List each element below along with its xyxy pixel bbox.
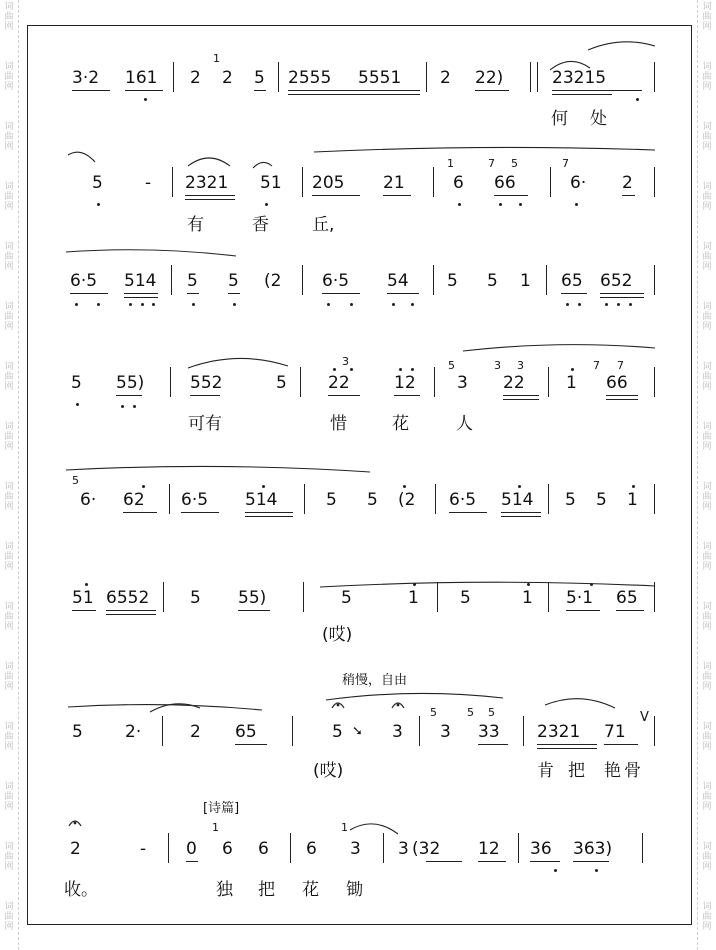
note: 363) [573,839,613,859]
grace-note: 5 [467,706,474,719]
note: 2321 [185,173,229,193]
underline [328,395,360,396]
underline [537,744,597,745]
underline [288,90,420,91]
octave-dot [262,485,265,488]
barline [550,167,551,197]
note: 3 [350,839,361,859]
note: 2 [190,68,201,88]
octave-dot [350,368,353,371]
note: 1 [566,373,577,393]
note: 5 [187,271,198,291]
underline [238,610,270,611]
octave-dot [142,485,145,488]
note: 5 [276,373,287,393]
octave-dot [141,303,144,306]
underline [478,744,508,745]
underline [600,297,644,298]
grace-note: 7 [562,157,569,170]
watermark-text: 词 曲 网 [702,842,712,872]
octave-dot [527,583,530,586]
underline [288,94,420,95]
barline [172,167,173,197]
underline [537,748,597,749]
watermark-text: 词 曲 网 [4,302,14,332]
grace-note: 5 [488,706,495,719]
octave-dot [518,485,521,488]
octave-dot [590,583,593,586]
watermark-text: 词 曲 网 [702,2,712,32]
breath-mark: V [640,710,649,725]
watermark-text: 词 曲 网 [4,722,14,752]
note: 65 [561,271,583,291]
grace-note: 5 [448,359,455,372]
underline [72,610,96,611]
note: 6· [570,173,587,193]
barline [290,833,291,863]
underline [228,293,240,294]
underline [187,293,199,294]
octave-dot [392,303,395,306]
note: 6552 [106,588,150,608]
octave-dot [575,203,578,206]
underline [604,744,638,745]
octave-dot [632,485,635,488]
underline [124,297,158,298]
octave-dot [571,368,574,371]
watermark-text: 词 曲 网 [702,662,712,692]
note: 65 [235,722,257,742]
note: 6 [258,839,269,859]
lyric: 何 [551,109,568,129]
barline [530,62,531,92]
note: 51 [260,173,282,193]
note: 2321 [537,722,581,742]
grace-note: 3 [342,355,349,368]
note: 5 [367,490,378,510]
underline [116,395,142,396]
underline [566,610,600,611]
watermark-text: 词 曲 网 [702,722,712,752]
underline [501,516,541,517]
note: 22 [328,373,350,393]
barline [383,833,384,863]
note: 5 [487,271,498,291]
note: 12 [478,839,500,859]
octave-dot [566,303,569,306]
barline [170,367,171,397]
lyric: 骨 [624,761,641,781]
underline [322,293,360,294]
watermark-text: 词 曲 网 [702,242,712,272]
barline [654,367,655,397]
section-label: [诗篇] [203,801,240,816]
underline [254,90,266,91]
lyric: 有 [187,215,204,235]
barline [433,167,434,197]
underline [616,610,644,611]
lyric: (哎) [313,761,344,781]
watermark-text: 词 曲 网 [4,842,14,872]
octave-dot [333,368,336,371]
note: 65 [616,588,638,608]
underline [125,90,163,91]
underline [501,512,541,513]
barline [304,484,305,514]
octave-dot [144,98,147,101]
lyric: 花 [302,880,319,900]
note: 5 [326,490,337,510]
barline [302,265,303,295]
underline [235,744,267,745]
note: 2 [190,722,201,742]
underline [503,395,539,396]
note: 6· [80,490,97,510]
watermark-text: 词 曲 网 [702,62,712,92]
grace-note: 3 [494,359,501,372]
note: 22 [503,373,525,393]
watermark-text: 词 曲 网 [4,242,14,272]
underline [573,861,609,862]
note: 1 [627,490,638,510]
underline [185,195,235,196]
note: 652 [600,271,633,291]
note: 55) [238,588,267,608]
grace-note: 5 [511,157,518,170]
octave-dot [554,869,557,872]
octave-dot [519,203,522,206]
note: 5 [447,271,458,291]
note: 6·5 [181,490,209,510]
underline [106,614,156,615]
note: 5·1 [566,588,594,608]
watermark-text: 词 曲 网 [702,362,712,392]
underline [503,399,539,400]
watermark-text: 词 曲 网 [702,422,712,452]
note: 2 [622,173,633,193]
note: 5 [71,373,82,393]
note: 205 [312,173,345,193]
note: 1 [522,588,533,608]
lyric: 收。 [64,880,98,900]
note: 66 [606,373,628,393]
octave-dot [350,303,353,306]
lyric: 独 [216,880,233,900]
lyric: 人 [456,414,473,434]
octave-dot [85,583,88,586]
underline [245,516,293,517]
underline [530,861,560,862]
barline [437,582,438,612]
octave-dot [152,303,155,306]
octave-dot [192,303,195,306]
note: 2 [222,68,233,88]
note: 1 [520,271,531,291]
watermark-text: 词 曲 网 [702,302,712,332]
underline [552,90,642,91]
watermark-text: 词 曲 网 [4,662,14,692]
octave-dot [265,203,268,206]
lyric: 香 [252,215,269,235]
octave-dot [499,203,502,206]
note: 3 [457,373,468,393]
note: 5 [341,588,352,608]
octave-dot [75,303,78,306]
barline [434,367,435,397]
underline [606,395,638,396]
note: 5 [228,271,239,291]
grace-note: 5 [72,474,79,487]
barline [303,582,304,612]
grace-note: 7 [488,157,495,170]
underline [449,512,487,513]
note: 3 [440,722,451,742]
note: 552 [190,373,223,393]
note: 5 [332,722,343,742]
octave-dot [233,303,236,306]
octave-dot [458,203,461,206]
barline [433,265,434,295]
watermark-text: 词 曲 网 [702,602,712,632]
barline [546,265,547,295]
grace-note: 1 [341,821,348,834]
note: 5 [565,490,576,510]
note: 6·5 [70,271,98,291]
note: 66 [494,173,516,193]
watermark-text: 词 曲 网 [4,542,14,572]
barline [300,367,301,397]
barline [548,484,549,514]
glide-arrow: ➘ [352,724,363,739]
note: 5 [72,722,83,742]
watermark-text: 词 曲 网 [4,62,14,92]
underline [181,512,219,513]
underline [190,395,220,396]
barline [419,716,420,746]
barline [518,833,519,863]
note: 2555 [288,68,332,88]
barline [548,582,549,612]
barline [523,716,524,746]
octave-dot [595,869,598,872]
lyric: 处 [590,109,607,129]
barline [426,62,427,92]
barline [292,716,293,746]
octave-dot [97,303,100,306]
note: 5551 [358,68,402,88]
note: 514 [245,490,278,510]
grace-note: 5 [430,706,437,719]
underline [72,90,110,91]
note: (2 [398,490,416,510]
note: 1 [408,588,419,608]
grace-note: 7 [617,359,624,372]
underline [475,90,509,91]
note: 5 [460,588,471,608]
watermark-text: 词 曲 网 [702,482,712,512]
watermark-text: 词 曲 网 [4,362,14,392]
watermark-text: 词 曲 网 [4,602,14,632]
watermark-text: 词 曲 网 [4,782,14,812]
note: 22) [475,68,504,88]
score-frame [27,25,692,925]
barline [171,265,172,295]
octave-dot [403,485,406,488]
underline [70,293,108,294]
barline [654,265,655,295]
underline [312,195,360,196]
barline [654,167,655,197]
octave-dot [121,405,124,408]
note: - [145,173,152,193]
underline [186,861,198,862]
barline [162,716,163,746]
barline [435,484,436,514]
note: 3 [398,839,409,859]
note: 51 [72,588,94,608]
barline [302,167,303,197]
note: 21 [383,173,405,193]
grace-note: 1 [212,821,219,834]
note: 5 [92,173,103,193]
note: 5 [190,588,201,608]
note: (2 [264,271,282,291]
underline [245,512,293,513]
grace-note: 1 [447,157,454,170]
barline [548,367,549,397]
watermark-text: 词 曲 网 [4,422,14,452]
note: 36 [530,839,552,859]
barline [163,582,164,612]
underline [383,195,411,196]
note: 3 [392,722,403,742]
octave-dot [413,583,416,586]
underline [622,195,635,196]
octave-dot [97,203,100,206]
watermark-text: 词 曲 网 [4,2,14,32]
octave-dot [411,368,414,371]
watermark-text: 词 曲 网 [702,782,712,812]
underline [561,293,587,294]
note: 6 [453,173,464,193]
note: 55) [116,373,145,393]
note: 62 [123,490,145,510]
note: 514 [124,271,157,291]
lyric: 肯 [537,761,554,781]
grace-note: 1 [213,52,220,65]
underline [478,861,506,862]
watermark-text: 词 曲 网 [702,182,712,212]
watermark-text: 词 曲 网 [4,182,14,212]
note: 12 [394,373,416,393]
underline [387,293,419,294]
barline [654,582,655,612]
lyric: 艳 [604,761,621,781]
lyric: 丘, [312,215,335,235]
underline [494,195,528,196]
note: 2 [70,839,81,859]
barline [278,62,279,92]
grace-note: 7 [593,359,600,372]
octave-dot [636,98,639,101]
lyric: 把 [258,880,275,900]
octave-dot [629,303,632,306]
underline [394,395,420,396]
note: 0 [186,839,197,859]
barline [173,62,174,92]
note: (32 [412,839,441,859]
note: 3·2 [72,68,100,88]
underline [552,94,612,95]
note: 54 [387,271,409,291]
note: 2· [125,722,142,742]
octave-dot [605,303,608,306]
octave-dot [133,405,136,408]
octave-dot [327,303,330,306]
lyric: 锄 [346,880,363,900]
note: 5 [596,490,607,510]
note: 6 [222,839,233,859]
watermark-text: 词 曲 网 [4,482,14,512]
lyric: 惜 [330,414,347,434]
underline [426,861,462,862]
watermark-text: 词 曲 网 [702,122,712,152]
octave-dot [76,403,79,406]
note: 33 [478,722,500,742]
note: 6 [306,839,317,859]
note: 71 [604,722,626,742]
note: 23215 [552,68,607,88]
note: 6·5 [449,490,477,510]
watermark-text: 词 曲 网 [702,902,712,932]
watermark-text: 词 曲 网 [702,542,712,572]
note: 514 [501,490,534,510]
underline [600,293,644,294]
lyric: (哎) [322,625,353,645]
barline [169,484,170,514]
octave-dot [411,303,414,306]
note: 161 [125,68,158,88]
note: 6·5 [322,271,350,291]
underline [185,199,235,200]
lyric: 可有 [188,414,222,434]
underline [106,610,156,611]
octave-dot [578,303,581,306]
octave-dot [129,303,132,306]
lyric: 花 [392,414,409,434]
tempo-marking: 稍慢，自由 [342,673,408,688]
lyric: 把 [568,761,585,781]
note: 5 [254,68,265,88]
barline [654,62,655,92]
note: 2 [440,68,451,88]
grace-note: 3 [517,359,524,372]
watermark-text: 词 曲 网 [4,902,14,932]
underline [123,512,157,513]
barline [537,62,538,92]
octave-dot [617,303,620,306]
note: - [140,839,147,859]
barline [654,716,655,746]
octave-dot [399,368,402,371]
underline [606,399,638,400]
barline [168,833,169,863]
barline [642,833,643,863]
watermark-text: 词 曲 网 [4,122,14,152]
barline [654,484,655,514]
underline [124,293,158,294]
